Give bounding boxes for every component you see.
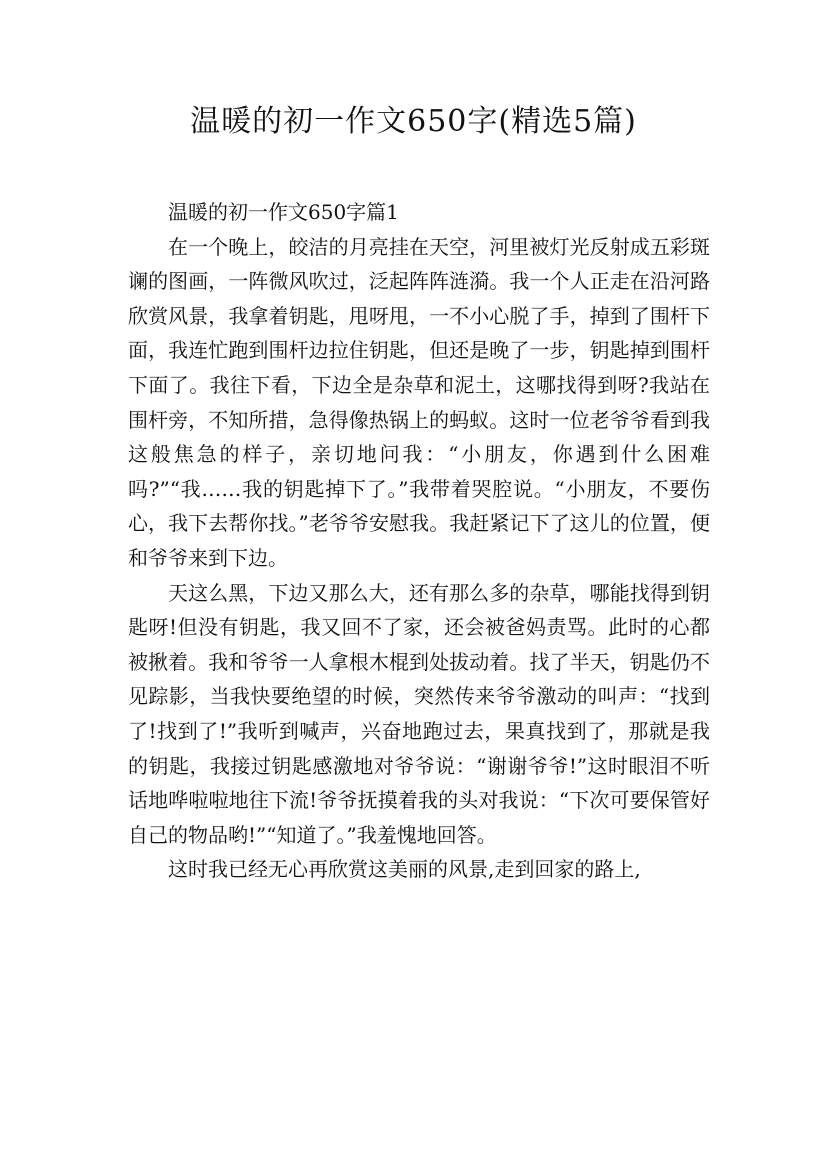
document-body xyxy=(128,195,710,887)
paragraph: 天这么黑，下边又那么大，还有那么多的杂草，哪能找得到钥匙呀!但没有钥匙，我又回不了家，还会被爸妈责骂。此时的心都被揪着。我和爷爷一人拿根木棍到处拔动着。找了半天，钥匙仍不见踪影，当我快要绝望的时候，突然传来爷爷激动的叫声：“找到了!找到了!”我听到喊声，兴奋地跑过去，果真找到了，那就是我的钥匙，我接过钥匙感激地对爷爷说：“谢谢爷爷!”这时眼泪不听话地哗啦啦地往下流!爷爷抚摸着我的头对我说：“下次可要保管好自己的物品哟!”“知道了。”我羞愧地回答。 xyxy=(128,580,710,847)
paragraph: 这时我已经无心再欣赏这美丽的风景,走到回家的路上, xyxy=(168,857,641,882)
paragraph: 在一个晚上，皎洁的月亮挂在天空，河里被灯光反射成五彩斑谰的图画，一阵微风吹过，泛起阵阵涟漪。我一个人正走在沿河路欣赏风景，我拿着钥匙，甩呀甩，一不小心脱了手，掉到了围杆下面，我连忙跑到围杆边拉住钥匙，但还是晚了一步，钥匙掉到围杆下面了。我往下看，下边全是杂草和泥土，这哪找得到呀?我站在围杆旁，不知所措，急得像热锅上的蚂蚁。这时一位老爷爷看到我这般焦急的样子，亲切地问我：“小朋友，你遇到什么困难吗?”“我……我的钥匙掉下了。”我带着哭腔说。“小朋友，不要伤心，我下去帮你找。”老爷爷安慰我。我赶紧记下了这儿的位置，便和爷爷来到下边。 xyxy=(128,234,710,570)
section-heading: 温暖的初一作文650字篇1 xyxy=(168,200,399,224)
document-title: 温暖的初一作文650字(精选5篇) xyxy=(190,104,637,139)
